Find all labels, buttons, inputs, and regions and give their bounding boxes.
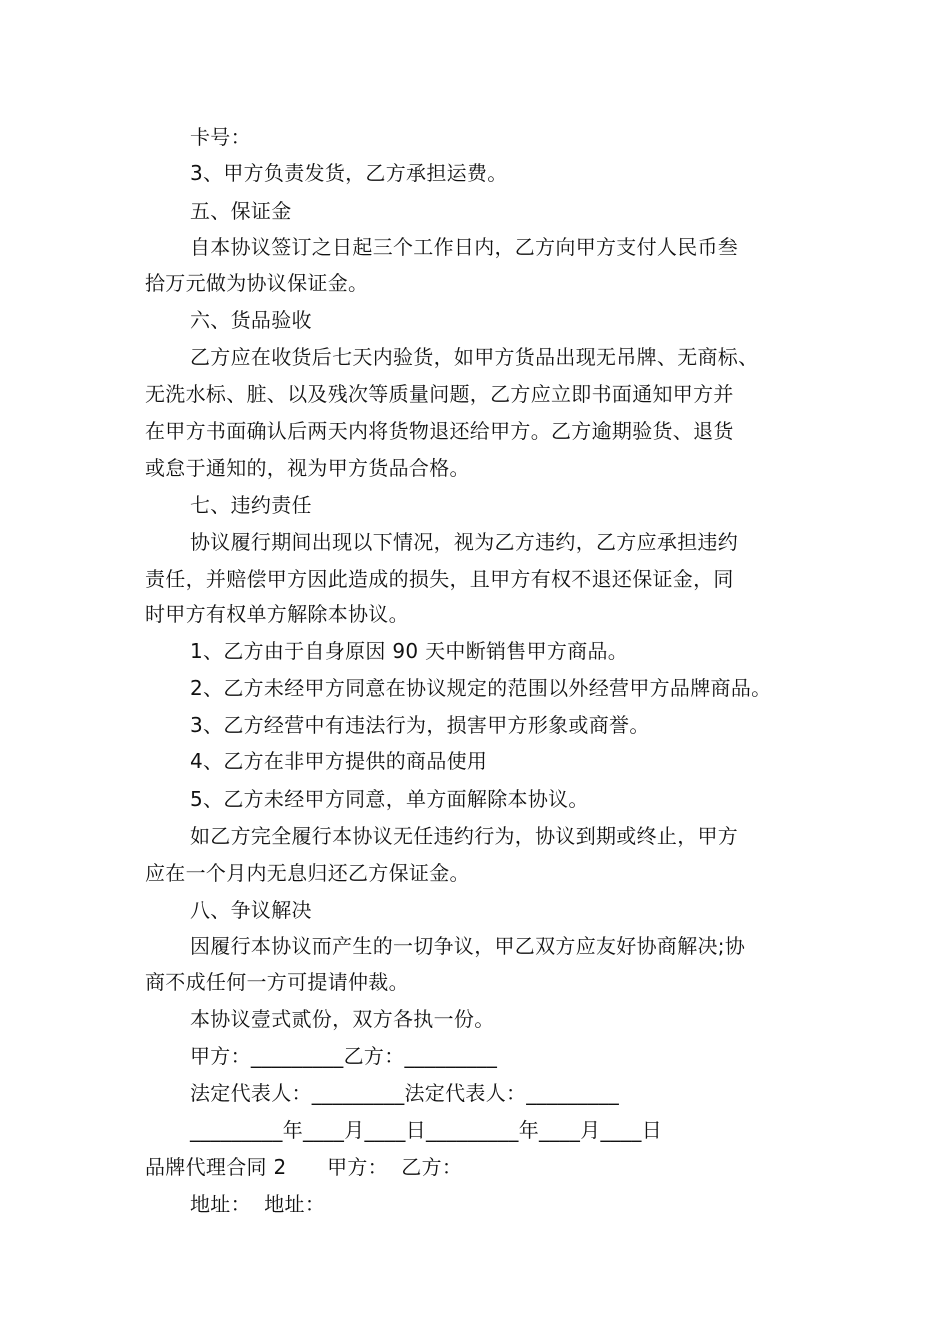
section-heading: 五、保证金 (190, 199, 292, 223)
date-line: _________年____月____日_________年____月____日 (190, 1118, 662, 1142)
text-line: 本协议壹式贰份，双方各执一份。 (190, 1007, 495, 1031)
text-line: 商不成任何一方可提请仲裁。 (145, 970, 409, 994)
text-line: 应在一个月内无息归还乙方保证金。 (145, 861, 470, 885)
text-line: 责任，并赔偿甲方因此造成的损失，且甲方有权不退还保证金，同 (145, 567, 734, 591)
text-line: 地址： 地址： (190, 1192, 326, 1216)
text-line: 乙方应在收货后七天内验货，如甲方货品出现无吊牌、无商标、 (190, 345, 759, 369)
list-item: 3、乙方经营中有违法行为，损害甲方形象或商誉。 (190, 713, 650, 737)
signature-line: 甲方：_________乙方：_________ (190, 1044, 498, 1068)
section-heading: 八、争议解决 (190, 898, 312, 922)
text-line: 3、甲方负责发货，乙方承担运费。 (190, 161, 508, 185)
text-line: 或怠于通知的，视为甲方货品合格。 (145, 456, 470, 480)
text-line: 无洗水标、脏、以及残次等质量问题，乙方应立即书面通知甲方并 (145, 382, 734, 406)
text-line: 如乙方完全履行本协议无任违约行为，协议到期或终止，甲方 (190, 824, 739, 848)
text-line: 卡号： (190, 125, 251, 149)
list-item: 2、乙方未经甲方同意在协议规定的范围以外经营甲方品牌商品。 (190, 676, 772, 700)
text-line: 协议履行期间出现以下情况，视为乙方违约，乙方应承担违约 (190, 530, 739, 554)
list-item: 1、乙方由于自身原因 90 天中断销售甲方商品。 (190, 639, 629, 663)
list-item: 5、乙方未经甲方同意，单方面解除本协议。 (190, 787, 589, 811)
list-item: 4、乙方在非甲方提供的商品使用 (190, 749, 488, 773)
section-heading: 六、货品验收 (190, 308, 312, 332)
signature-line: 法定代表人：_________法定代表人：_________ (190, 1081, 619, 1105)
text-line: 拾万元做为协议保证金。 (145, 271, 369, 295)
text-line: 在甲方书面确认后两天内将货物退还给甲方。乙方逾期验货、退货 (145, 419, 734, 443)
text-line: 时甲方有权单方解除本协议。 (145, 602, 409, 626)
text-line: 因履行本协议而产生的一切争议，甲乙双方应友好协商解决;协 (190, 934, 746, 958)
section-heading: 品牌代理合同 2 甲方： 乙方： (145, 1155, 463, 1179)
section-heading: 七、违约责任 (190, 493, 312, 517)
text-line: 自本协议签订之日起三个工作日内，乙方向甲方支付人民币叁 (190, 235, 739, 259)
